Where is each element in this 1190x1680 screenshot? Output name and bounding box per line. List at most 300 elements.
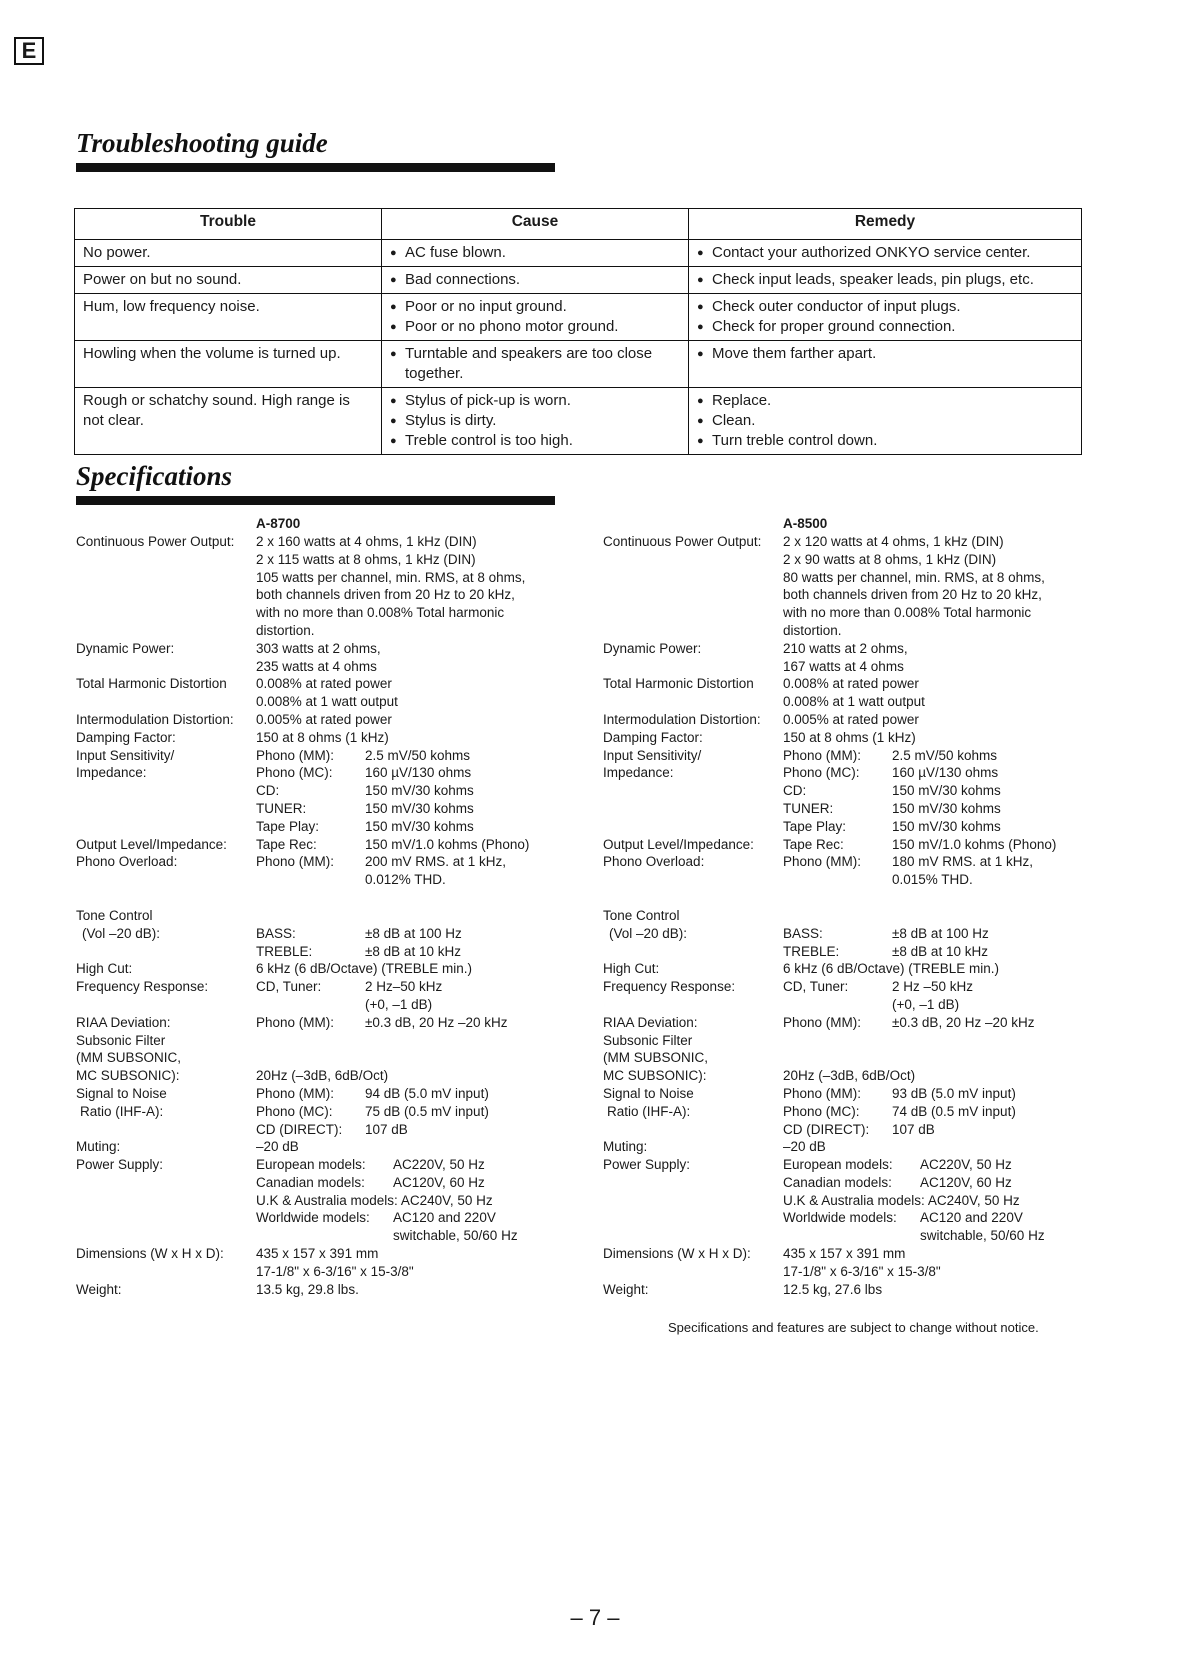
sub-row — [256, 925, 546, 943]
table-row — [75, 294, 1082, 341]
sub-row — [256, 747, 546, 765]
sub-row — [256, 1209, 546, 1227]
spec-power-supply — [76, 1156, 546, 1245]
value-line: 0.008% at 1 watt output — [783, 694, 925, 710]
spec-label: Output Level/Impedance: — [603, 836, 754, 852]
spec-value — [783, 853, 1093, 889]
sub-value: 150 mV/30 kohms — [892, 783, 1001, 799]
sub-value: 0.012% THD. — [365, 872, 446, 888]
sub-key: CD: — [256, 783, 280, 799]
spec-subsonic-filter — [76, 1032, 546, 1085]
value-line: with no more than 0.008% Total harmonic — [783, 605, 1032, 621]
spec-label: Dynamic Power: — [76, 640, 175, 656]
sub-key: TUNER: — [256, 800, 307, 816]
spec-input-sensitivity — [603, 747, 1093, 836]
spec-frequency-response — [76, 978, 546, 1014]
spec-input-sensitivity — [76, 747, 546, 836]
spec-column-a8500 — [603, 515, 1093, 1298]
spec-riaa-deviation — [76, 1014, 546, 1032]
label-line: Ratio (IHF-A): — [80, 1103, 164, 1119]
value-line: 303 watts at 2 ohms, — [256, 640, 381, 656]
value-line: both channels driven from 20 Hz to 20 kHz, — [783, 587, 1042, 603]
cause-item: ● Turntable and speakers are too close together. — [390, 344, 680, 384]
spec-label: Damping Factor: — [76, 729, 176, 745]
title-underline-bar — [76, 163, 555, 172]
spec-muting — [603, 1138, 1093, 1156]
cause-item: ● Poor or no input ground. — [390, 297, 680, 317]
sub-row — [256, 1121, 546, 1139]
spec-value — [256, 907, 546, 960]
value-line: 17-1/8" x 6-3/16" x 15-3/8" — [783, 1263, 941, 1279]
sub-value: 150 mV/30 kohms — [892, 818, 1001, 834]
sub-key: Phono (MM): — [256, 854, 335, 870]
sub-value: 2.5 mV/50 kohms — [365, 747, 471, 763]
spec-value — [256, 1156, 546, 1245]
sub-row — [783, 747, 1093, 765]
sub-row — [256, 818, 546, 836]
spec-label: Intermodulation Distortion: — [603, 711, 761, 727]
sub-value: AC220V, 50 Hz — [393, 1157, 485, 1173]
trouble-cell: No power. — [75, 240, 382, 267]
spec-value — [256, 675, 546, 711]
sub-key: Tape Play: — [256, 818, 320, 834]
sub-value: 94 dB (5.0 mV input) — [365, 1085, 489, 1101]
value-line: 0.008% at rated power — [783, 676, 919, 692]
remedy-cell — [689, 240, 1082, 267]
sub-row — [256, 1174, 546, 1192]
spec-value: 0.005% at rated power — [256, 711, 392, 727]
sub-value: 150 mV/30 kohms — [365, 818, 474, 834]
spec-high-cut — [76, 960, 546, 978]
cause-item: ● Poor or no phono motor ground. — [390, 317, 680, 337]
spec-label: Dimensions (W x H x D): — [603, 1246, 751, 1262]
table-row — [75, 240, 1082, 267]
spec-label — [76, 1085, 256, 1138]
sub-row — [256, 1156, 546, 1174]
spec-dynamic-power — [76, 640, 546, 676]
spec-label: Total Harmonic Distortion — [76, 676, 227, 692]
value-line: 167 watts at 4 ohms — [783, 658, 904, 674]
value-line: 435 x 157 x 391 mm — [256, 1246, 379, 1262]
value-line: 0.008% at rated power — [256, 676, 392, 692]
spec-phono-overload — [603, 853, 1093, 889]
spec-value — [256, 1014, 546, 1032]
sub-row — [783, 1209, 1093, 1227]
spec-imd — [76, 711, 546, 729]
spec-label: Power Supply: — [76, 1157, 164, 1173]
spec-label: Phono Overload: — [603, 854, 705, 870]
troubleshooting-table — [74, 208, 1082, 455]
label-line: Input Sensitivity/ — [603, 747, 702, 763]
value-line: with no more than 0.008% Total harmonic — [256, 605, 505, 621]
sub-value: 150 mV/30 kohms — [365, 783, 474, 799]
spec-value — [256, 747, 546, 836]
sub-value: 2 Hz –50 kHz — [892, 979, 974, 995]
value-line: 435 x 157 x 391 mm — [783, 1246, 906, 1262]
spec-label — [76, 747, 256, 836]
sub-key: Phono (MC): — [256, 1103, 333, 1119]
spec-label: Weight: — [76, 1281, 122, 1297]
spec-label: Weight: — [603, 1281, 649, 1297]
spec-label: Intermodulation Distortion: — [76, 711, 234, 727]
value-line: distortion. — [256, 622, 315, 638]
spec-label: RIAA Deviation: — [603, 1014, 698, 1030]
sub-value: ±0.3 dB, 20 Hz –20 kHz — [365, 1014, 508, 1030]
sub-row — [783, 764, 1093, 782]
sub-value: AC120V, 60 Hz — [920, 1174, 1012, 1190]
sub-value: ±8 dB at 100 Hz — [365, 925, 462, 941]
table-row — [75, 388, 1082, 455]
remedy-item: ● Check input leads, speaker leads, pin plugs, etc. — [697, 270, 1073, 290]
spec-output-level — [76, 836, 546, 854]
spec-tone-control — [603, 907, 1093, 960]
spec-value — [256, 1085, 546, 1138]
spec-frequency-response — [603, 978, 1093, 1014]
sub-value: 2 Hz–50 kHz — [365, 979, 443, 995]
remedy-item: ● Move them farther apart. — [697, 344, 1073, 364]
value-line: 235 watts at 4 ohms — [256, 658, 377, 674]
spec-change-notice: Specifications and features are subject to change without notice. — [668, 1320, 1039, 1335]
table-row — [75, 267, 1082, 294]
spec-value: 20Hz (–3dB, 6dB/Oct) — [256, 1068, 389, 1084]
spec-riaa-deviation — [603, 1014, 1093, 1032]
sub-value: ±8 dB at 10 kHz — [892, 943, 988, 959]
sub-value: 150 mV/1.0 kohms (Phono) — [892, 836, 1057, 852]
cause-cell — [382, 341, 689, 388]
spec-label — [76, 907, 256, 960]
sub-row — [783, 943, 1093, 961]
header-cause: Cause — [382, 209, 689, 240]
sub-value: AC120 and 220V — [393, 1210, 496, 1226]
spec-label: Continuous Power Output: — [603, 534, 762, 549]
sub-row — [783, 800, 1093, 818]
sub-row — [783, 1156, 1093, 1174]
spec-value: 150 at 8 ohms (1 kHz) — [256, 729, 389, 745]
spec-damping — [76, 729, 546, 747]
sub-row — [256, 853, 546, 871]
remedy-cell — [689, 388, 1082, 455]
sub-key: Phono (MM): — [256, 1014, 335, 1030]
spec-label: Frequency Response: — [76, 979, 209, 995]
sub-key: BASS: — [783, 925, 823, 941]
remedy-item: ● Turn treble control down. — [697, 431, 1073, 451]
cause-cell — [382, 267, 689, 294]
spec-value — [783, 836, 1093, 854]
label-line: Tone Control — [603, 907, 680, 923]
spec-value — [783, 907, 1093, 960]
sub-key: Phono (MM): — [783, 747, 862, 763]
sub-value: switchable, 50/60 Hz — [393, 1228, 518, 1244]
spec-value: 150 at 8 ohms (1 kHz) — [783, 729, 916, 745]
value-line: 2 x 115 watts at 8 ohms, 1 kHz (DIN) — [256, 551, 476, 567]
sub-value: ±0.3 dB, 20 Hz –20 kHz — [892, 1014, 1035, 1030]
spec-high-cut — [603, 960, 1093, 978]
spec-label — [603, 1085, 783, 1138]
spec-continuous-power — [603, 533, 1093, 640]
trouble-cell: Power on but no sound. — [75, 267, 382, 294]
spec-value — [783, 1085, 1093, 1138]
sub-row — [783, 1192, 1093, 1210]
sub-value: switchable, 50/60 Hz — [920, 1228, 1045, 1244]
spec-value: 12.5 kg, 27.6 lbs — [783, 1281, 883, 1297]
sub-key: CD, Tuner: — [256, 979, 322, 995]
sub-row — [783, 1121, 1093, 1139]
sub-row — [256, 1085, 546, 1103]
label-line: (MM SUBSONIC, — [603, 1050, 709, 1066]
spec-subsonic-filter — [603, 1032, 1093, 1085]
spec-label: Frequency Response: — [603, 979, 736, 995]
sub-key: Phono (MM): — [783, 1014, 862, 1030]
sub-row — [256, 943, 546, 961]
spec-value — [783, 1245, 1093, 1281]
sub-value: ±8 dB at 100 Hz — [892, 925, 989, 941]
value-line: 2 x 160 watts at 4 ohms, 1 kHz (DIN) — [256, 534, 477, 549]
sub-value: AC240V, 50 Hz — [927, 1192, 1020, 1208]
trouble-cell: Rough or schatchy sound. High range is not clear. — [75, 388, 382, 455]
sub-key: TUNER: — [783, 800, 834, 816]
sub-key: BASS: — [256, 925, 296, 941]
sub-value: (+0, –1 dB) — [892, 996, 960, 1012]
spec-value — [256, 853, 546, 889]
cause-cell — [382, 294, 689, 341]
spec-value: 6 kHz (6 dB/Octave) (TREBLE min.) — [256, 961, 473, 977]
spec-dynamic-power — [603, 640, 1093, 676]
sub-key: U.K & Australia models: — [783, 1192, 925, 1208]
spec-value — [256, 1245, 546, 1281]
spec-damping — [603, 729, 1093, 747]
specifications-title: Specifications — [76, 461, 232, 491]
label-line: Ratio (IHF-A): — [607, 1103, 691, 1119]
spec-power-supply — [603, 1156, 1093, 1245]
value-line: 2 x 90 watts at 8 ohms, 1 kHz (DIN) — [783, 551, 997, 567]
sub-row — [783, 978, 1093, 996]
sub-value: 180 mV RMS. at 1 kHz, — [892, 854, 1034, 870]
spec-value: –20 dB — [783, 1139, 826, 1155]
cause-item: ● AC fuse blown. — [390, 243, 680, 263]
spec-value: 13.5 kg, 29.8 lbs. — [256, 1281, 359, 1297]
spec-output-level — [603, 836, 1093, 854]
sub-value: 150 mV/30 kohms — [365, 800, 474, 816]
label-line: Impedance: — [603, 765, 674, 781]
spec-value: 20Hz (–3dB, 6dB/Oct) — [783, 1068, 916, 1084]
sub-row — [783, 782, 1093, 800]
cause-item: ● Stylus is dirty. — [390, 411, 680, 431]
sub-row — [256, 782, 546, 800]
sub-row — [783, 818, 1093, 836]
label-line: Input Sensitivity/ — [76, 747, 175, 763]
spec-label — [603, 747, 783, 836]
sub-key: Phono (MC): — [783, 1103, 860, 1119]
sub-key: Tape Rec: — [783, 836, 844, 852]
spec-dimensions — [603, 1245, 1093, 1281]
spec-value — [783, 1014, 1093, 1032]
sub-key: Canadian models: — [256, 1174, 365, 1190]
remedy-item: ● Clean. — [697, 411, 1073, 431]
spec-label: Dynamic Power: — [603, 640, 702, 656]
spec-value — [783, 978, 1093, 1014]
sub-value: 160 µV/130 ohms — [365, 765, 472, 781]
sub-value: 107 dB — [365, 1121, 408, 1137]
sub-key: Tape Rec: — [256, 836, 317, 852]
value-line: 210 watts at 2 ohms, — [783, 640, 908, 656]
remedy-item: ● Contact your authorized ONKYO service center. — [697, 243, 1073, 263]
sub-key: CD: — [783, 783, 807, 799]
spec-continuous-power — [76, 533, 546, 640]
value-line: 80 watts per channel, min. RMS, at 8 ohms, — [783, 569, 1045, 585]
sub-key: Worldwide models: — [783, 1210, 897, 1226]
label-line: Subsonic Filter — [603, 1032, 693, 1048]
spec-label: RIAA Deviation: — [76, 1014, 171, 1030]
spec-label: High Cut: — [76, 961, 133, 977]
label-line: Subsonic Filter — [76, 1032, 166, 1048]
value-line: distortion. — [783, 622, 842, 638]
sub-value: 160 µV/130 ohms — [892, 765, 999, 781]
remedy-cell — [689, 267, 1082, 294]
spec-value — [783, 675, 1093, 711]
spec-weight — [603, 1281, 1093, 1299]
cause-cell — [382, 388, 689, 455]
cause-item: ● Treble control is too high. — [390, 431, 680, 451]
sub-key: European models: — [256, 1157, 366, 1173]
cause-item: ● Stylus of pick-up is worn. — [390, 391, 680, 411]
spec-label — [76, 1032, 256, 1085]
label-line: Signal to Noise — [603, 1085, 694, 1101]
sub-value: 0.015% THD. — [892, 872, 973, 888]
spec-label: Damping Factor: — [603, 729, 703, 745]
sub-key: Phono (MM): — [783, 1085, 862, 1101]
sub-key: CD, Tuner: — [783, 979, 849, 995]
remedy-item: ● Check outer conductor of input plugs. — [697, 297, 1073, 317]
sub-key: Worldwide models: — [256, 1210, 370, 1226]
sub-key: Phono (MM): — [256, 1085, 335, 1101]
language-badge: E — [14, 37, 44, 65]
sub-key: TREBLE: — [256, 943, 313, 959]
label-line: (Vol –20 dB): — [82, 925, 161, 941]
spec-label: Phono Overload: — [76, 854, 178, 870]
sub-key: Tape Play: — [783, 818, 847, 834]
spec-weight — [76, 1281, 546, 1299]
sub-value: AC120V, 60 Hz — [393, 1174, 485, 1190]
model-name: A-8500 — [783, 516, 828, 531]
sub-row — [256, 800, 546, 818]
sub-row — [783, 925, 1093, 943]
sub-value: 107 dB — [892, 1121, 935, 1137]
label-line: MC SUBSONIC): — [76, 1068, 180, 1084]
label-line: (Vol –20 dB): — [609, 925, 688, 941]
spec-imd — [603, 711, 1093, 729]
sub-key: Canadian models: — [783, 1174, 892, 1190]
sub-key: CD (DIRECT): — [256, 1121, 343, 1137]
sub-key: Phono (MM): — [256, 747, 335, 763]
spec-label: Output Level/Impedance: — [76, 836, 227, 852]
spec-value — [783, 747, 1093, 836]
spec-value: 6 kHz (6 dB/Octave) (TREBLE min.) — [783, 961, 1000, 977]
sub-value: 75 dB (0.5 mV input) — [365, 1103, 489, 1119]
sub-row — [256, 978, 546, 996]
value-line: 2 x 120 watts at 4 ohms, 1 kHz (DIN) — [783, 534, 1004, 549]
trouble-cell: Howling when the volume is turned up. — [75, 341, 382, 388]
spec-value: –20 dB — [256, 1139, 299, 1155]
value-line: both channels driven from 20 Hz to 20 kHz, — [256, 587, 515, 603]
spec-value: 0.005% at rated power — [783, 711, 919, 727]
spec-label: Dimensions (W x H x D): — [76, 1246, 224, 1262]
cause-item: ● Bad connections. — [390, 270, 680, 290]
label-line: Tone Control — [76, 907, 153, 923]
spec-column-a8700 — [76, 515, 546, 1298]
spec-dimensions — [76, 1245, 546, 1281]
spec-phono-overload — [76, 853, 546, 889]
sub-value: AC240V, 50 Hz — [400, 1192, 493, 1208]
header-trouble: Trouble — [75, 209, 382, 240]
remedy-cell — [689, 341, 1082, 388]
value-line: 105 watts per channel, min. RMS, at 8 ohms, — [256, 569, 526, 585]
sub-value: 150 mV/30 kohms — [892, 800, 1001, 816]
spec-muting — [76, 1138, 546, 1156]
header-remedy: Remedy — [689, 209, 1082, 240]
sub-key: TREBLE: — [783, 943, 840, 959]
spec-value — [256, 640, 546, 676]
sub-key: CD (DIRECT): — [783, 1121, 870, 1137]
sub-key: Phono (MC): — [783, 765, 860, 781]
table-header-row — [75, 209, 1082, 240]
value-line: 17-1/8" x 6-3/16" x 15-3/8" — [256, 1263, 414, 1279]
remedy-cell — [689, 294, 1082, 341]
sub-key: U.K & Australia models: — [256, 1192, 398, 1208]
spec-label: Power Supply: — [603, 1157, 691, 1173]
spec-label: Muting: — [76, 1139, 121, 1155]
spec-label: Total Harmonic Distortion — [603, 676, 754, 692]
spec-label — [603, 907, 783, 960]
sub-row — [783, 1085, 1093, 1103]
trouble-cell: Hum, low frequency noise. — [75, 294, 382, 341]
sub-value: 93 dB (5.0 mV input) — [892, 1085, 1016, 1101]
sub-row — [783, 1103, 1093, 1121]
sub-row — [783, 853, 1093, 871]
spec-value — [783, 533, 1093, 640]
sub-value: 2.5 mV/50 kohms — [892, 747, 998, 763]
spec-label: Muting: — [603, 1139, 648, 1155]
spec-label — [603, 1032, 783, 1085]
label-line: Signal to Noise — [76, 1085, 167, 1101]
sub-value: AC120 and 220V — [920, 1210, 1023, 1226]
spec-value — [783, 1156, 1093, 1245]
sub-row — [783, 1174, 1093, 1192]
label-line: (MM SUBSONIC, — [76, 1050, 182, 1066]
sub-key: Phono (MM): — [783, 854, 862, 870]
spec-signal-to-noise — [603, 1085, 1093, 1138]
spec-tone-control — [76, 907, 546, 960]
spec-label: High Cut: — [603, 961, 660, 977]
sub-value: (+0, –1 dB) — [365, 996, 433, 1012]
troubleshooting-title: Troubleshooting guide — [76, 128, 328, 158]
spec-thd — [603, 675, 1093, 711]
sub-value: ±8 dB at 10 kHz — [365, 943, 461, 959]
remedy-item: ● Replace. — [697, 391, 1073, 411]
sub-key: Phono (MC): — [256, 765, 333, 781]
cause-cell — [382, 240, 689, 267]
title-underline-bar — [76, 496, 555, 505]
spec-thd — [76, 675, 546, 711]
table-row — [75, 341, 1082, 388]
sub-row — [256, 1192, 546, 1210]
remedy-item: ● Check for proper ground connection. — [697, 317, 1073, 337]
sub-key: European models: — [783, 1157, 893, 1173]
label-line: MC SUBSONIC): — [603, 1068, 707, 1084]
model-name: A-8700 — [256, 516, 301, 531]
value-line: 0.008% at 1 watt output — [256, 694, 398, 710]
sub-row — [256, 764, 546, 782]
spec-signal-to-noise — [76, 1085, 546, 1138]
